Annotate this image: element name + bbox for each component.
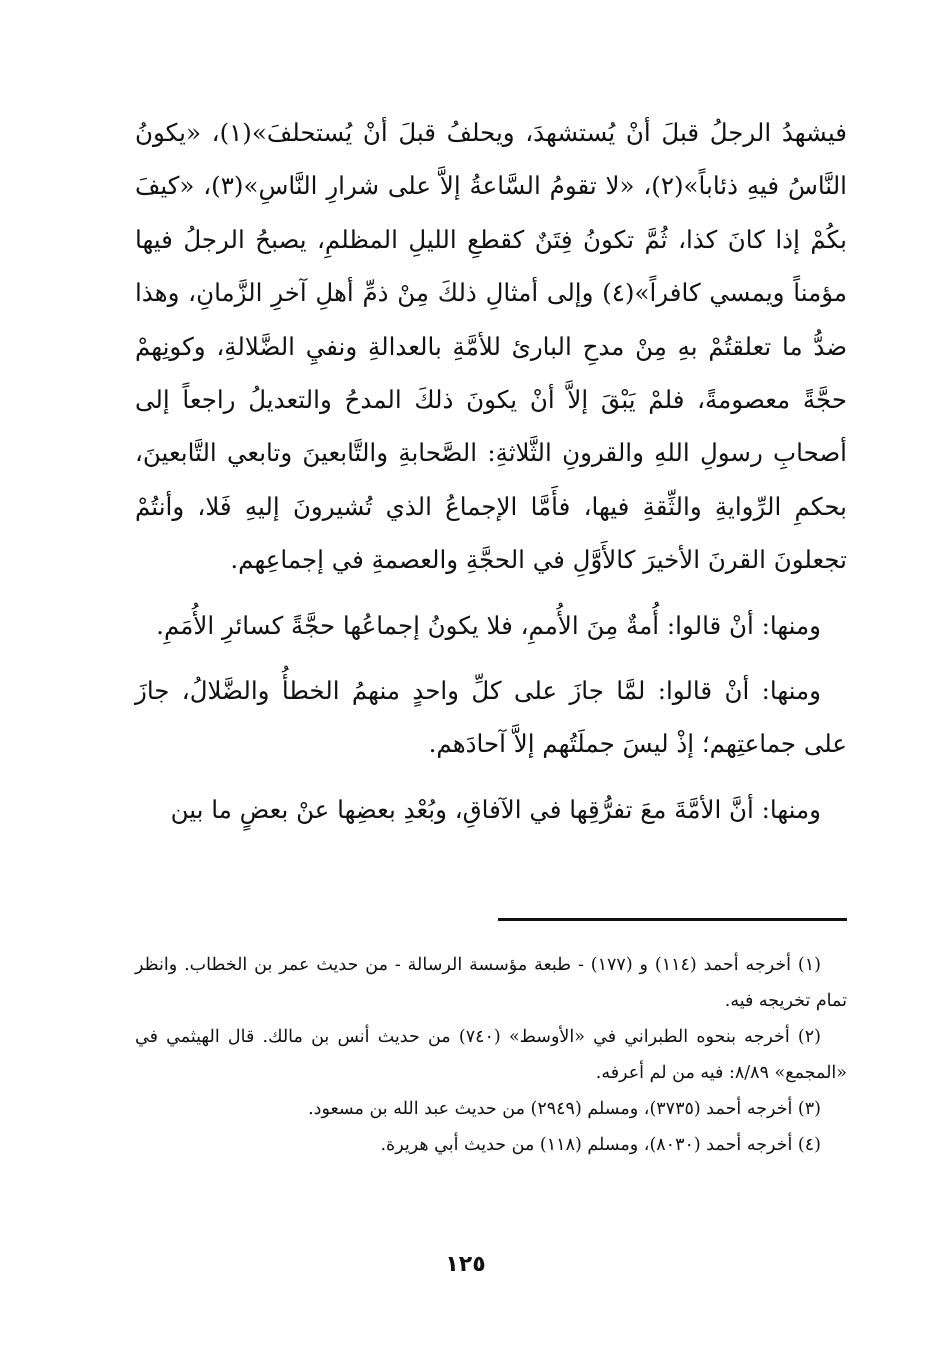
footnote: (١) أخرجه أحمد (١١٤) و (١٧٧) - طبعة مؤسسة الرسالة - من حديث عمر بن الخطاب. وانظر تمام تخريجه فيه. (135, 955, 847, 1011)
footnote: (٣) أخرجه أحمد (٣٧٣٥)، ومسلم (٢٩٤٩) من حديث عبد الله بن مسعود. (308, 1099, 821, 1119)
footnote-separator (498, 918, 847, 921)
footnote: (٤) أخرجه أحمد (٨٠٣٠)، ومسلم (١١٨) من حديث أبي هريرة. (380, 1135, 821, 1155)
body-paragraph: ومنها: أنَّ الأمَّةَ معَ تفرُّقِها في الآفاقِ، وبُعْدِ بعضِها عنْ بعضٍ ما بين (170, 794, 821, 824)
page-number: ١٢٥ (445, 1252, 486, 1277)
body-paragraph: فيشهدُ الرجلُ قبلَ أنْ يُستشهدَ، ويحلفُ قبلَ أنْ يُستحلفَ»(١)، «يكونُ النَّاسُ فيهِ ذئاباً»(٢)، «لا تقومُ السَّاعةُ إلاَّ على شرارِ النَّاسِ»(٣)، «كيفَ بكُمْ إذا كانَ كذا، ثُمَّ تكونُ فِتَنٌ كقطعِ الليلِ المظلمِ، يصبحُ الرجلُ فيها مؤمناً ويمسي كافراً»(٤) وإلى أمثالِ ذلكَ مِنْ ذمِّ أهلِ آخرِ الزَّمانِ، وهذا ضدُّ ما تعلقتُمْ بهِ مِنْ مدحِ البارئ للأمَّةِ بالعدالةِ ونفيِ الضَّلالةِ، وكونِهمْ حجَّةً معصومةً، فلمْ يَبْقَ إلاَّ أنْ يكونَ ذلكَ المدحُ والتعديلُ راجعاً إلى أصحابِ رسولِ اللهِ والقرونِ الثَّلاثةِ: الصَّحابةِ والتَّابعينَ وتابعي التَّابعينَ، بحكمِ الرِّوايةِ والثِّقةِ فيها، فأَمَّا الإجماعُ الذي تُشيرونَ إليهِ فَلا، وأنتُمْ تجعلونَ القرنَ الأخيرَ كالأَوَّلِ في الحجَّةِ والعصمةِ في إجماعِهم. (135, 118, 847, 575)
footnote: (٢) أخرجه بنحوه الطبراني في «الأوسط» (٧٤٠) من حديث أنس بن مالك. قال الهيثمي في «المجمع» ٨/٨٩: فيه من لم أعرفه. (135, 1027, 847, 1083)
footnotes (135, 947, 847, 1163)
body-paragraph: ومنها: أنْ قالوا: أُمةٌ مِنَ الأُممِ، فلا يكونُ إجماعُها حجَّةً كسائرِ الأُمَمِ. (156, 610, 821, 640)
body-paragraph: ومنها: أنْ قالوا: لمَّا جازَ على كلِّ واحدٍ منهمُ الخطأُ والضَّلالُ، جازَ على جماعتِهم؛ إذْ ليسَ جملَتُهم إلاَّ آحادَهم. (135, 676, 847, 759)
main-text (135, 106, 847, 836)
